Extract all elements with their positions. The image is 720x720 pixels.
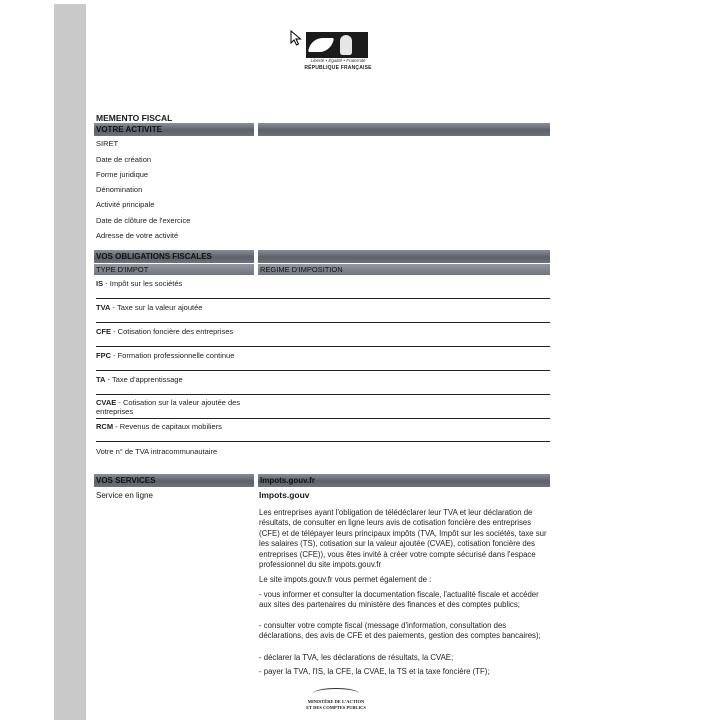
logo-republic: RÉPUBLIQUE FRANÇAISE	[304, 65, 372, 71]
footer-line1: MINISTÈRE DE L'ACTION	[307, 699, 365, 704]
site-title: Impots.gouv	[259, 490, 310, 500]
divider	[96, 346, 550, 347]
services-also: Le site impots.gouv.fr vous permet également de :	[259, 575, 432, 584]
divider	[96, 441, 550, 442]
regime-label: REGIME D'IMPOSITION	[260, 265, 343, 274]
tax-rcm: RCM - Revenus de capitaux mobiliers	[96, 422, 222, 431]
scan-left-margin	[54, 4, 86, 720]
tax-is: IS - Impôt sur les sociétés	[96, 279, 183, 288]
activity-value-bar	[258, 123, 550, 136]
field-activite-principale: Activité principale	[96, 200, 155, 209]
activity-heading: VOTRE ACTIVITE	[96, 125, 162, 134]
field-adresse: Adresse de votre activité	[96, 231, 179, 240]
tax-cvae: CVAE - Cotisation sur la valeur ajoutée des entreprises	[96, 398, 241, 416]
divider	[96, 418, 550, 419]
document-title: MEMENTO FISCAL	[96, 113, 173, 123]
vat-number-label: Votre n° de TVA intracommunautaire	[96, 447, 218, 456]
bullet-declarer: - déclarer la TVA, les déclarations de résultats, la CVAE;	[259, 653, 454, 662]
divider	[96, 370, 550, 371]
services-intro: Les entreprises ayant l'obligation de télédéclarer leur TVA et leur déclaration de résultats, de consulter en ligne leurs avis de cotisation foncière des entreprises (CFE) et de télépayer leurs principaux impôts (TVA, Impôt sur les sociétés, taxe sur les salaires (TS), cotisation sur la valeur ajoutée (CVAE), cotisation foncière des entreprises (CFE)), vous êtes invité à créer votre compte sécurisé dans l'espace professionnel du site impots.gouv.fr	[259, 508, 547, 570]
footer-line2: ET DES COMPTES PUBLICS	[306, 704, 366, 710]
tax-ta: TA - Taxe d'apprentissage	[96, 375, 183, 384]
obligations-value-bar	[258, 250, 550, 263]
activity-heading-bar	[94, 123, 254, 136]
obligations-heading: VOS OBLIGATIONS FISCALES	[96, 252, 212, 261]
type-impot-label: TYPE D'IMPOT	[96, 265, 149, 274]
logo-motto: Liberté • Égalité • Fraternité	[310, 58, 366, 63]
tax-tva: TVA - Taxe sur la valeur ajoutée	[96, 303, 203, 312]
field-denomination: Dénomination	[96, 185, 143, 194]
services-heading: VOS SERVICES	[96, 476, 156, 485]
tax-fpc: FPC - Formation professionnelle continue	[96, 351, 235, 360]
field-forme-juridique: Forme juridique	[96, 170, 149, 179]
mouse-cursor-icon	[290, 30, 302, 46]
bullet-informer: - vous informer et consulter la documentation fiscale, l'actualité fiscale et accéder aux sites des partenaires du ministère des finances et des comptes publics;	[259, 590, 539, 610]
bullet-payer: - payer la TVA, l'IS, la CFE, la CVAE, la TS et la taxe foncière (TF);	[259, 667, 490, 676]
divider	[96, 298, 550, 299]
divider	[96, 394, 550, 395]
field-date-creation: Date de création	[96, 155, 152, 164]
services-site-bar	[258, 474, 550, 487]
bullet-compte: - consulter votre compte fiscal (message d'information, consultation des déclarations, des avis de CFE et des paiements, gestion des comptes bancaires);	[259, 621, 541, 641]
tax-cfe: CFE - Cotisation foncière des entreprises	[96, 327, 234, 336]
marianne-logo	[306, 32, 368, 58]
field-date-cloture: Date de clôture de l'exercice	[96, 216, 191, 225]
divider	[96, 322, 550, 323]
field-siret: SIRET	[96, 139, 119, 148]
obligations-heading-bar	[94, 250, 254, 263]
services-heading-bar	[94, 474, 254, 487]
services-site-heading: Impots.gouv.fr	[260, 476, 315, 485]
ministry-footer-logo	[296, 688, 376, 710]
type-impot-header	[94, 264, 254, 275]
online-service-label: Service en ligne	[96, 491, 153, 500]
regime-header	[258, 264, 550, 275]
